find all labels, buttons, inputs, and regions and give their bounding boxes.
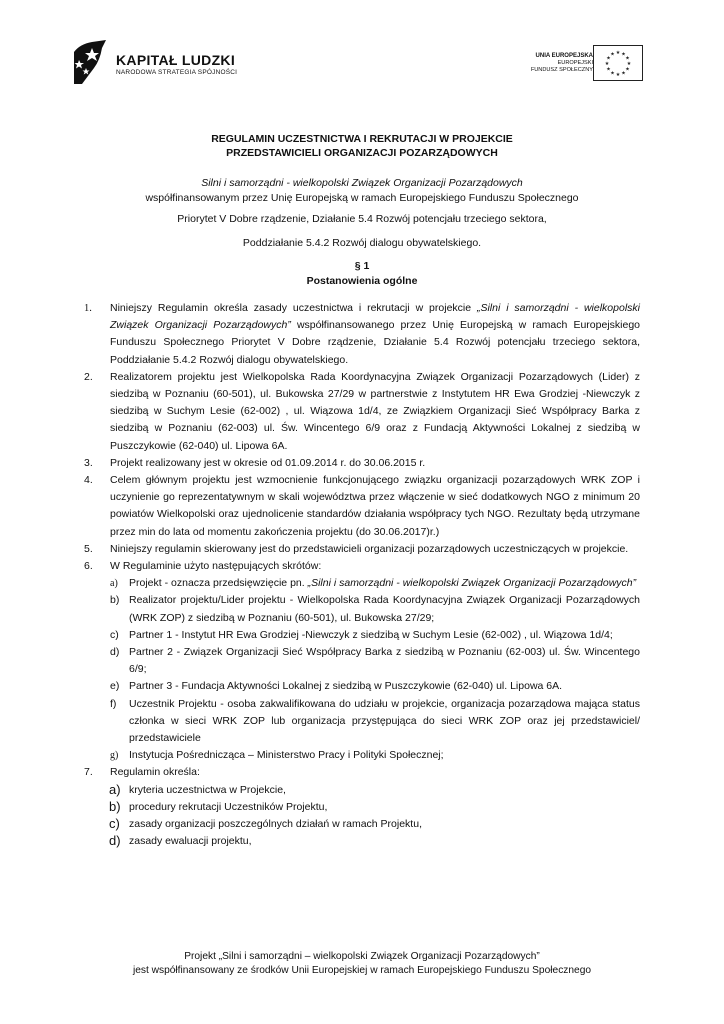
- abbreviation-item: [80, 575, 640, 592]
- cofinanced-line: współfinansowanym przez Unię Europejską w ramach Europejskiego Funduszu Społecznego: [145, 192, 579, 204]
- footer-line1: Projekt „Silni i samorządni – wielkopolski Związek Organizacji Pozarządowych”: [184, 951, 540, 962]
- rule-scope-item: [80, 799, 640, 816]
- title-line2: PRZEDSTAWICIELI ORGANIZACJI POZARZĄDOWYCH: [226, 147, 498, 159]
- item-number: 7.: [84, 766, 93, 779]
- item-text-post: współfinansowanego przez Unię Europejską w ramach Europejskiego Funduszu Społecznego Priorytet V Dobre rządzenie, Działanie 5.4 Rozwój potencjału trzeciego sektora, Poddziałanie 5.4.2 Rozwój dialogu obywatelskiego.: [110, 319, 641, 366]
- sub-text: procedury rekrutacji Uczestników Projektu,: [129, 800, 328, 813]
- item-text: Realizatorem projektu jest Wielkopolska Rada Koordynacyjna Związek Organizacji Pozarządowych (Lider) z siedzibą w Poznaniu (60-501), ul. Bukowska 27/29 w partnerstwie z Instytutem HR Ewa Grodziej -Niewczyk z siedzibą w Suchym Lesie (62-002) , ul. Wiązowa 1d/4, ze Związkiem Organizacji Sieć Współpracy Barka z siedzibą w Poznaniu (62-003) ul. Św. Wincentego 6/9 oraz z Fundacją Aktywności Lokalnej z siedzibą w Puszczykowie (62-040) ul. Lipowa 6A.: [110, 370, 640, 452]
- list-item: [80, 369, 640, 455]
- eu-star-icon: ★: [625, 55, 630, 62]
- document-body: [80, 300, 640, 851]
- list-item: [80, 558, 640, 575]
- kapital-ludzki-logo: [70, 38, 250, 90]
- abbreviation-item: [80, 696, 640, 748]
- eu-line2: EUROPEJSKI: [557, 60, 593, 66]
- list-item: [80, 455, 640, 472]
- project-name: Silni i samorządni - wielkopolski Związek Organizacji Pozarządowych: [201, 177, 523, 189]
- item-text: W Regulaminie użyto następujących skrótów:: [110, 560, 322, 573]
- item-text: Regulamin określa:: [110, 766, 200, 779]
- eu-star-icon: ★: [615, 72, 621, 78]
- sub-number: g): [110, 750, 119, 762]
- list-item: [80, 300, 640, 369]
- rule-scope-item: [80, 816, 640, 833]
- list-item: [80, 541, 640, 558]
- item-number: 6.: [84, 560, 93, 573]
- kapital-ludzki-star-icon: [70, 38, 108, 84]
- sub-number: d): [109, 833, 121, 849]
- rule-scope-item: [80, 782, 640, 799]
- item-text: Niniejszy regulamin skierowany jest do przedstawicieli organizacji pozarządowych uczestniczących w projekcie.: [110, 542, 629, 555]
- sub-text: Partner 3 - Fundacja Aktywności Lokalnej z siedzibą w Puszczykowie (62-040) ul. Lipowa 6A.: [129, 680, 563, 693]
- eu-logo-text: [531, 53, 593, 74]
- sub-number: b): [110, 594, 120, 607]
- eu-star-icon: ★: [626, 61, 632, 67]
- item-text: Projekt realizowany jest w okresie od 01.09.2014 r. do 30.06.2015 r.: [110, 456, 426, 469]
- document-title: [0, 132, 724, 160]
- sub-text: Partner 2 - Związek Organizacji Sieć Współpracy Barka z siedzibą w Poznaniu (62-003) ul. Św. Wincentego 6/9;: [129, 646, 640, 676]
- sub-number: a): [109, 781, 121, 797]
- eu-star-icon: ★: [606, 55, 611, 62]
- sub-number: b): [109, 798, 121, 814]
- item-text-pre: Niniejszy Regulamin określa zasady uczestnictwa i rekrutacji w projekcie: [110, 302, 477, 314]
- eu-star-icon: ★: [621, 51, 626, 58]
- item-number: 5.: [84, 542, 93, 555]
- item-text: Celem głównym projektu jest wzmocnienie funkcjonującego związku organizacji pozarządowych WRK ZOP i uczynienie go reprezentatywnym w skali województwa przez włączenie w sieć dodatkowych NGO z minimum 20 powiatów Wielkopolski oraz ujednolicenie standardów działania współpracy tych NGO. Rezultaty będą utrzymane przez min do lata od momentu zakończenia projektu (do 30.06.2017)r.): [110, 474, 640, 538]
- rule-scope-item: [80, 833, 640, 850]
- sub-text: Instytucja Pośrednicząca – Ministerstwo Pracy i Polityki Społecznej;: [129, 749, 444, 762]
- item-number: 3.: [84, 456, 93, 469]
- eu-star-icon: ★: [615, 50, 621, 56]
- sub-number: c): [110, 628, 119, 641]
- sub-number: c): [109, 816, 120, 832]
- abbreviation-item: [80, 644, 640, 678]
- section-heading: Postanowienia ogólne: [306, 275, 418, 287]
- eu-star-icon: ★: [606, 66, 611, 73]
- logo-left-title: KAPITAŁ LUDZKI: [116, 52, 236, 68]
- item-number: 1.: [84, 303, 92, 314]
- eu-star-icon: ★: [625, 66, 630, 73]
- sub-text: zasady ewaluacji projektu,: [129, 835, 252, 848]
- eu-logo: [500, 45, 645, 85]
- priority-line: Priorytet V Dobre rządzenie, Działanie 5.4 Rozwój potencjału trzeciego sektora,: [177, 213, 547, 225]
- list-item: [80, 764, 640, 781]
- sub-number: e): [110, 680, 120, 693]
- item-text-italic: „Silni i samorządni - wielkopolski Związek Organizacji Pozarządowych”: [110, 302, 640, 332]
- sub-text-pre: Projekt - oznacza przedsięwzięcie pn.: [129, 577, 308, 590]
- title-line1: REGULAMIN UCZESTNICTWA I REKRUTACJI W PROJEKCIE: [211, 133, 513, 145]
- logo-left-subtitle: NARODOWA STRATEGIA SPÓJNOŚCI: [116, 69, 238, 76]
- sub-text: zasady organizacji poszczególnych działań w ramach Projektu,: [129, 818, 422, 831]
- abbreviation-item: [80, 678, 640, 695]
- item-number: 4.: [84, 474, 93, 487]
- eu-star-icon: ★: [610, 70, 615, 77]
- item-number: 2.: [84, 370, 93, 383]
- sub-text: Uczestnik Projektu - osoba zakwalifikowana do udziału w projekcie, organizacja pozarządowa mająca status członka w sieci WRK ZOP lub organizacja przystępująca do sieci WRK ZOP oraz jej przedstawiciel/ przedstawiciele: [129, 697, 640, 745]
- sub-text-italic: „Silni i samorządni - wielkopolski Związek Organizacji Pozarządowych”: [307, 577, 637, 590]
- eu-star-icon: ★: [621, 70, 626, 77]
- eu-line1: UNIA EUROPEJSKA: [535, 53, 593, 59]
- eu-flag-icon: [593, 45, 643, 81]
- eu-star-icon: ★: [610, 51, 615, 58]
- subaction-line: Poddziałanie 5.4.2 Rozwój dialogu obywatelskiego.: [242, 237, 482, 249]
- page-footer: [0, 950, 724, 978]
- list-item: [80, 472, 640, 541]
- footer-line2: jest współfinansowany ze środków Unii Europejskiej w ramach Europejskiego Funduszu Społecznego: [132, 965, 592, 976]
- section-number: § 1: [354, 260, 370, 272]
- eu-line3: FUNDUSZ SPOŁECZNY: [530, 67, 593, 73]
- sub-text: kryteria uczestnictwa w Projekcie,: [129, 783, 286, 796]
- abbreviation-item: [80, 627, 640, 644]
- sub-number: f): [110, 697, 117, 710]
- sub-text: Partner 1 - Instytut HR Ewa Grodziej -Niewczyk z siedzibą w Suchym Lesie (62-002) , ul. Wiązowa 1d/4;: [129, 628, 613, 641]
- abbreviation-item: [80, 747, 640, 764]
- eu-star-icon: ★: [604, 61, 610, 67]
- abbreviation-item: [80, 592, 640, 626]
- sub-number: d): [110, 646, 120, 659]
- sub-number: a): [110, 578, 118, 590]
- sub-text: Realizator projektu/Lider projektu - Wielkopolska Rada Koordynacyjna Związek Organizacji Pozarządowych (WRK ZOP) z siedzibą w Poznaniu (60-501), ul. Bukowska 27/29;: [129, 594, 640, 624]
